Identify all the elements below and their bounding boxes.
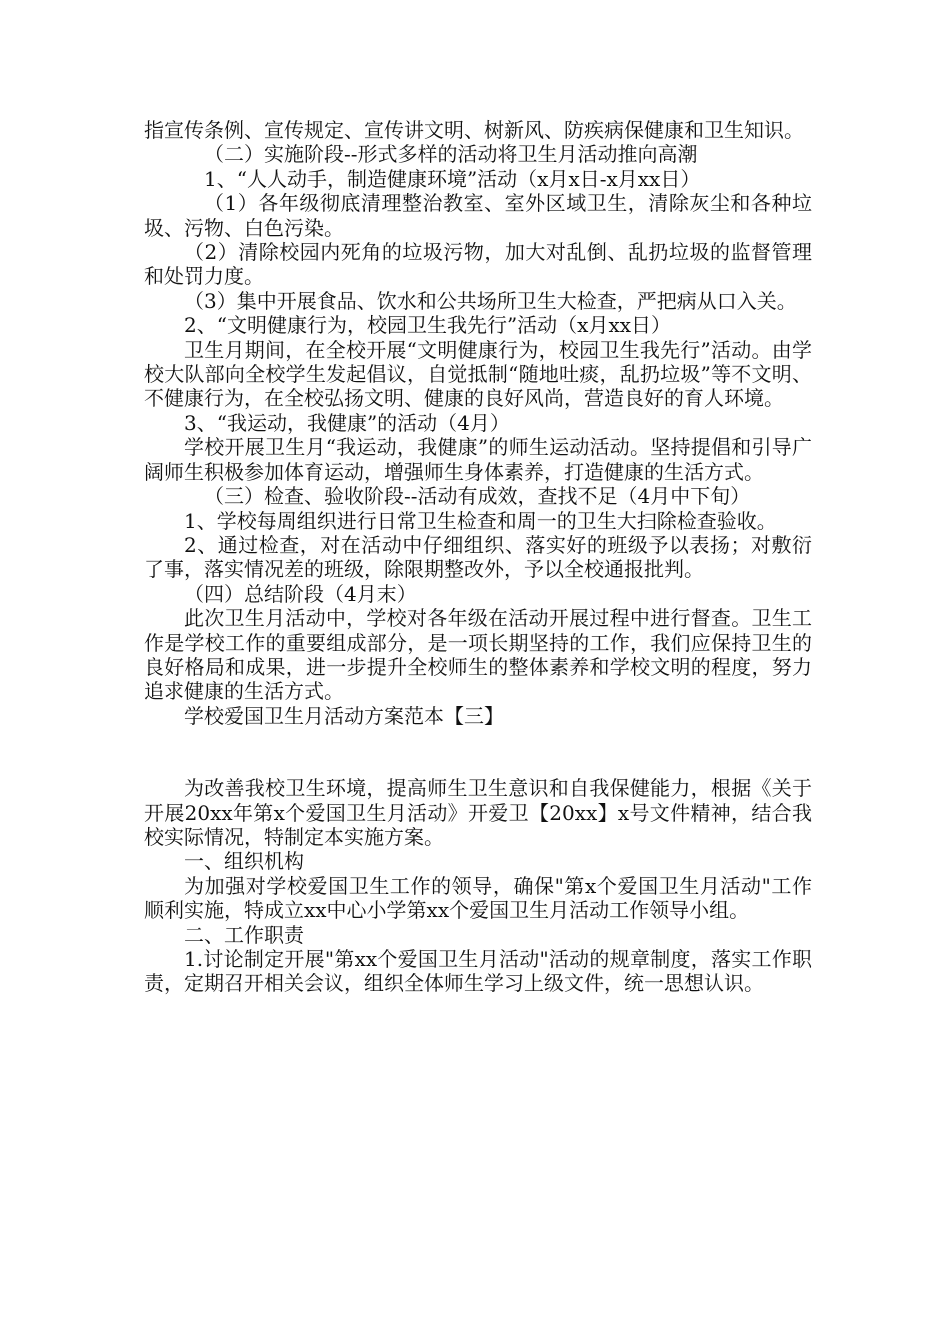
summary-paragraph: 此次卫生月活动中，学校对各年级在活动开展过程中进行督查。卫生工作是学校工作的重要组成部分，是一项长期坚持的工作，我们应保持卫生的良好格局和成果，进一步提升全校师生的整体素养和学校文明的程度，努力追求健康的生活方式。 [144,606,812,704]
document-subtitle: 学校爱国卫生月活动方案范本【三】 [184,703,504,728]
activity-heading-1: 1、“人人动手，制造健康环境”活动（x月x日-x月xx日） [204,166,701,191]
activity-description-2: 卫生月期间，在全校开展“文明健康行为，校园卫生我先行”活动。由学校大队部向全校学生发起倡议，自觉抵制“随地吐痰，乱扔垃圾”等不文明、不健康行为，在全校弘扬文明、健康的良好风尚，营造良好的育人环境。 [144,337,812,411]
section-heading-implementation: （二）实施阶段--形式多样的活动将卫生月活动推向高潮 [204,142,698,167]
intro-paragraph: 为改善我校卫生环境，提高师生卫生意识和自我保健能力，根据《关于开展20xx年第x个爱国卫生月活动》开爱卫【20xx】x号文件精神，结合我校实际情况，特制定本实施方案。 [144,776,812,849]
activity-item-3: （3）集中开展食品、饮水和公共场所卫生大检查，严把病从口入关。 [184,288,797,313]
inspection-item-2: 2、通过检查，对在活动中仔细组织、落实好的班级予以表扬；对敷衍了事，落实情况差的班级，除限期整改外，予以全校通报批判。 [144,532,812,582]
section-heading-duties: 二、工作职责 [184,922,304,947]
activity-heading-2: 2、“文明健康行为，校园卫生我先行”活动（x月xx日） [184,313,672,338]
activity-item-1: （1）各年级彻底清理整治教室、室外区域卫生，清除灰尘和各种垃圾、污物、白色污染。 [144,191,812,240]
paragraph-continuation: 指宣传条例、宣传规定、宣传讲文明、树新风、防疾病保健康和卫生知识。 [144,118,804,142]
section-heading-summary: （四）总结阶段（4月末） [184,581,417,606]
section-heading-inspection: （三）检查、验收阶段--活动有成效，查找不足（4月中下旬） [204,484,751,509]
organization-paragraph: 为加强对学校爱国卫生工作的领导，确保"第x个爱国卫生月活动"工作顺利实施，特成立xx中心小学第xx个爱国卫生月活动工作领导小组。 [144,873,812,923]
activity-item-2: （2）清除校园内死角的垃圾污物，加大对乱倒、乱扔垃圾的监督管理和处罚力度。 [144,240,812,289]
section-heading-organization: 一、组织机构 [184,849,304,874]
activity-heading-3: 3、“我运动，我健康”的活动（4月） [184,410,510,435]
inspection-item-1: 1、学校每周组织进行日常卫生检查和周一的卫生大扫除检查验收。 [184,508,777,533]
duties-item-1: 1.讨论制定开展"第xx个爱国卫生月活动"活动的规章制度，落实工作职责，定期召开相关会议，组织全体师生学习上级文件，统一思想认识。 [144,947,812,996]
spacer [144,728,812,776]
document-body [144,118,812,996]
activity-description-3: 学校开展卫生月“我运动，我健康”的师生运动活动。坚持提倡和引导广阔师生积极参加体育运动，增强师生身体素养，打造健康的生活方式。 [144,435,812,484]
